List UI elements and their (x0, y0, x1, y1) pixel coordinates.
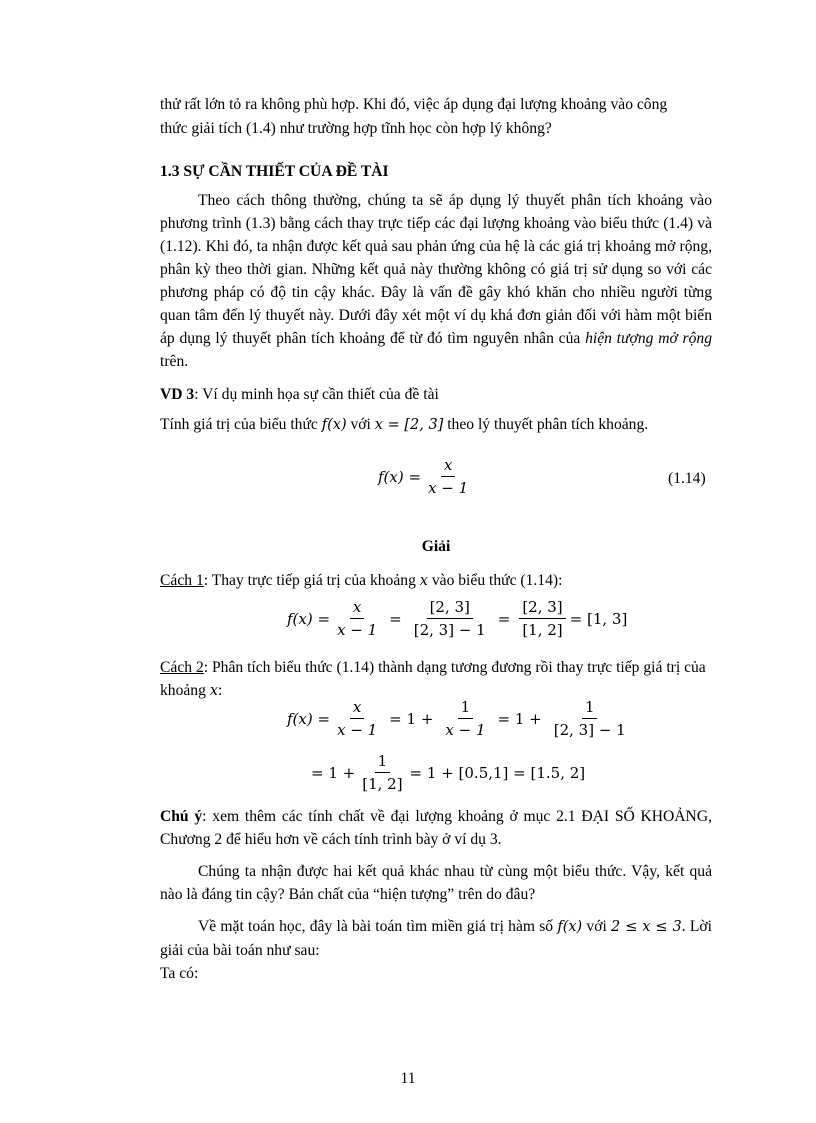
method-1-label: Cách 1 (160, 572, 204, 589)
ta-co-line: Ta có: (160, 965, 199, 982)
example-label: VD 3 (160, 386, 195, 403)
equation-1-14: f(x) = $\frac{x}{x - 1}$ (378, 456, 469, 497)
intro-line-2: thức giải tích (1.4) như trường hợp tĩnh học còn hợp lý không? (160, 120, 552, 137)
equation-method-2-line-2: = 1 + $\frac{1}{[1, 2]}$ = 1 + [0.5,1] = [1.5, 2] (311, 752, 586, 793)
task-statement: Tính giá trị của biểu thức f(x) với x = [2, 3] theo lý thuyết phân tích khoảng. (160, 416, 649, 433)
italic-phrase: hiện tượng mở rộng (585, 330, 712, 347)
method-2-text: Cách 2: Phân tích biểu thức (1.14) thành dạng tương đương rồi thay trực tiếp giá trị của khoảng x: (160, 659, 706, 699)
method-1-text: Cách 1: Thay trực tiếp giá trị của khoảng x vào biểu thức (1.14): (160, 572, 563, 589)
equation-method-1: f(x) = $\frac{x}{x - 1}$ = $\frac{[2, 3]}{[2, 3] - 1}$ = $\frac{[2, 3]}{[1, 2]}$ = [1, 3] (287, 598, 628, 639)
method-2-label: Cách 2 (160, 659, 204, 676)
note-label: Chú ý (160, 808, 203, 825)
paragraph-1: Theo cách thông thường, chúng ta sẽ áp dụng lý thuyết phân tích khoảng vào phương trình (1.3) bằng cách thay trực tiếp các đại lượng khoảng vào biểu thức (1.4) và (1.12). Khi đó, ta nhận được kết quả sau phản ứng của hệ là các giá trị khoảng mở rộng, phân kỳ theo thời gian. Những kết quả này thường không có giá trị sử dụng so với các phương pháp có độ tin cậy khác. Đây là vấn đề gây khó khăn cho nhiều người từng quan tâm đến lý thuyết này. Dưới đây xét một ví dụ khá đơn giản đối với hàm một biến áp dụng lý thuyết phân tích khoảng để từ đó tìm nguyên nhân của hiện tượng mở rộng trên. (160, 192, 712, 370)
section-heading: 1.3 SỰ CẦN THIẾT CỦA ĐỀ TÀI (160, 163, 389, 180)
equation-method-2-line-1: f(x) = $\frac{x}{x - 1}$ = 1 + $\frac{1}{x - 1}$ = 1 + $\frac{1}{[2, 3] - 1}$ (287, 698, 626, 739)
intro-line-1: thử rất lớn tỏ ra không phù hợp. Khi đó, việc áp dụng đại lượng khoảng vào công (160, 96, 668, 113)
example-title: VD 3: Ví dụ minh họa sự cần thiết của đề tài (160, 386, 439, 403)
solution-heading: Giải (421, 538, 451, 555)
equation-number: (1.14) (668, 470, 706, 487)
page-number: 11 (400, 1070, 416, 1087)
paragraph-2: Chúng ta nhận được hai kết quả khác nhau từ cùng một biểu thức. Vậy, kết quả nào là đáng tin cậy? Bản chất của “hiện tượng” trên do đâu? (160, 863, 712, 903)
note: Chú ý: xem thêm các tính chất về đại lượng khoảng ở mục 2.1 ĐẠI SỐ KHOẢNG, Chương 2 để hiểu hơn về cách tính trình bày ở ví dụ 3. (160, 808, 712, 848)
paragraph-3: Về mặt toán học, đây là bài toán tìm miền giá trị hàm số f(x) với 2 ≤ x ≤ 3. Lời giải của bài toán như sau: (160, 918, 712, 959)
